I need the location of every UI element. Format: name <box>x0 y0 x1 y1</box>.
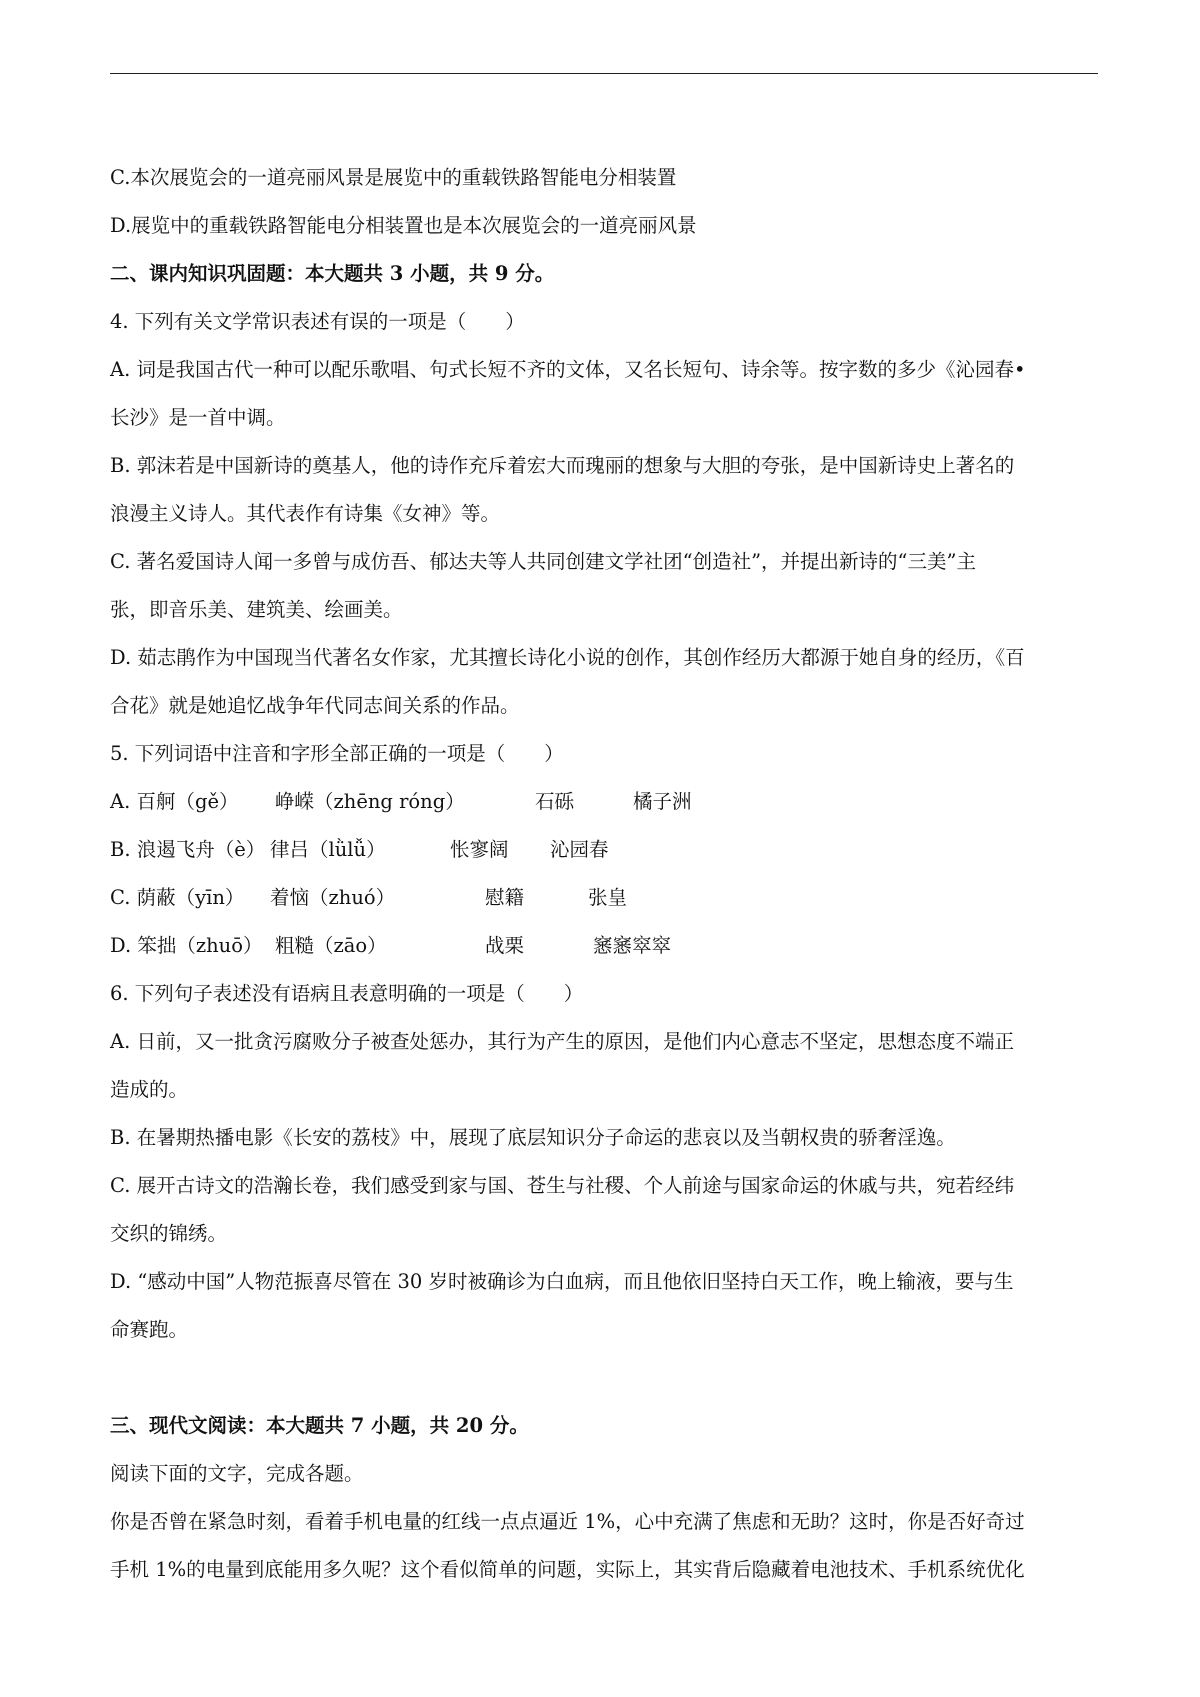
q4-option-a-line1: A. 词是我国古代一种可以配乐歌唱、句式长短不齐的文体，又名长短句、诗余等。按字数的多少《沁园春• <box>110 358 1026 381</box>
blank-line <box>110 1354 1098 1402</box>
section2-heading: 二、课内知识巩固题：本大题共 3 小题，共 9 分。 <box>110 262 555 285</box>
q4-option-d-line2: 合花》就是她追忆战争年代同志间关系的作品。 <box>110 694 520 717</box>
passage-line1: 你是否曾在紧急时刻，看着手机电量的红线一点点逼近 1%，心中充满了焦虑和无助？这时，你是否好奇过 <box>110 1510 1025 1533</box>
q6-option-a-line1: A. 日前，又一批贪污腐败分子被查处惩办，其行为产生的原因，是他们内心意志不坚定，思想态度不端正 <box>110 1030 1014 1053</box>
q4-option-b-line2: 浪漫主义诗人。其代表作有诗集《女神》等。 <box>110 502 501 525</box>
passage-line2: 手机 1%的电量到底能用多久呢？这个看似简单的问题，实际上，其实背后隐藏着电池技术、手机系统优化 <box>110 1558 1025 1581</box>
q5-a-word1: A. 百舸（gě） <box>110 790 239 813</box>
q4-option-c-line1: C. 著名爱国诗人闻一多曾与成仿吾、郁达夫等人共同创建文学社团“创造社”，并提出新诗的“三美”主 <box>110 550 976 573</box>
q5-b-word3: 怅寥阔 <box>450 838 509 861</box>
q5-a-word3: 石砾 <box>535 790 575 813</box>
q6-option-c-line2: 交织的锦绣。 <box>110 1222 228 1245</box>
q4-option-c-line2: 张，即音乐美、建筑美、绘画美。 <box>110 598 403 621</box>
q5-a-word4: 橘子洲 <box>633 790 692 813</box>
q4-option-a-line2: 长沙》是一首中调。 <box>110 406 286 429</box>
q5-c-word3: 慰籍 <box>485 886 525 909</box>
section3-instruction: 阅读下面的文字，完成各题。 <box>110 1462 364 1485</box>
q5-a-word2: 峥嵘（zhēng róng） <box>275 790 465 813</box>
q4-option-b-line1: B. 郭沫若是中国新诗的奠基人，他的诗作充斥着宏大而瑰丽的想象与大胆的夸张，是中国新诗史上著名的 <box>110 454 1015 477</box>
q6-option-c-line1: C. 展开古诗文的浩瀚长卷，我们感受到家与国、苍生与社稷、个人前途与国家命运的休戚与共，宛若经纬 <box>110 1174 1015 1197</box>
q5-b-word1: B. 浪遏飞舟（è） <box>110 838 266 861</box>
q3-option-c: C.本次展览会的一道亮丽风景是展览中的重载铁路智能电分相装置 <box>110 166 677 189</box>
q5-option-c <box>110 874 1098 922</box>
q5-option-d <box>110 922 1098 970</box>
q5-d-word4: 窸窸窣窣 <box>593 934 672 957</box>
q5-d-word2: 粗糙（zāo） <box>275 934 387 957</box>
q5-option-b <box>110 826 1098 874</box>
q6-option-a-line2: 造成的。 <box>110 1078 189 1101</box>
q6-option-d-line2: 命赛跑。 <box>110 1318 189 1341</box>
q5-c-word4: 张皇 <box>588 886 628 909</box>
q5-d-word3: 战栗 <box>485 934 525 957</box>
q6-option-d-line1: D. “感动中国”人物范振喜尽管在 30 岁时被确诊为白血病，而且他依旧坚持白天工作，晚上输液，要与生 <box>110 1270 1014 1293</box>
q4-option-d-line1: D. 茹志鹃作为中国现当代著名女作家，尤其擅长诗化小说的创作，其创作经历大都源于她自身的经历，《百 <box>110 646 1025 669</box>
q6-stem: 6. 下列句子表述没有语病且表意明确的一项是（ ） <box>110 982 584 1005</box>
q5-d-word1: D. 笨拙（zhuō） <box>110 934 263 957</box>
q6-option-b-line1: B. 在暑期热播电影《长安的荔枝》中，展现了底层知识分子命运的悲哀以及当朝权贵的骄奢淫逸。 <box>110 1126 956 1149</box>
header-rule <box>110 73 1098 74</box>
q5-option-a <box>110 778 1098 826</box>
q4-stem: 4. 下列有关文学常识表述有误的一项是（ ） <box>110 310 525 333</box>
q5-c-word2: 着恼（zhuó） <box>270 886 396 909</box>
q5-b-word2: 律吕（lǜlǚ） <box>270 838 386 861</box>
q3-option-d: D.展览中的重载铁路智能电分相装置也是本次展览会的一道亮丽风景 <box>110 214 697 237</box>
q5-b-word4: 沁园春 <box>550 838 609 861</box>
exam-page <box>110 154 1098 1594</box>
section3-heading: 三、现代文阅读：本大题共 7 小题，共 20 分。 <box>110 1414 529 1437</box>
q5-stem: 5. 下列词语中注音和字形全部正确的一项是（ ） <box>110 742 564 765</box>
q5-c-word1: C. 荫蔽（yīn） <box>110 886 245 909</box>
